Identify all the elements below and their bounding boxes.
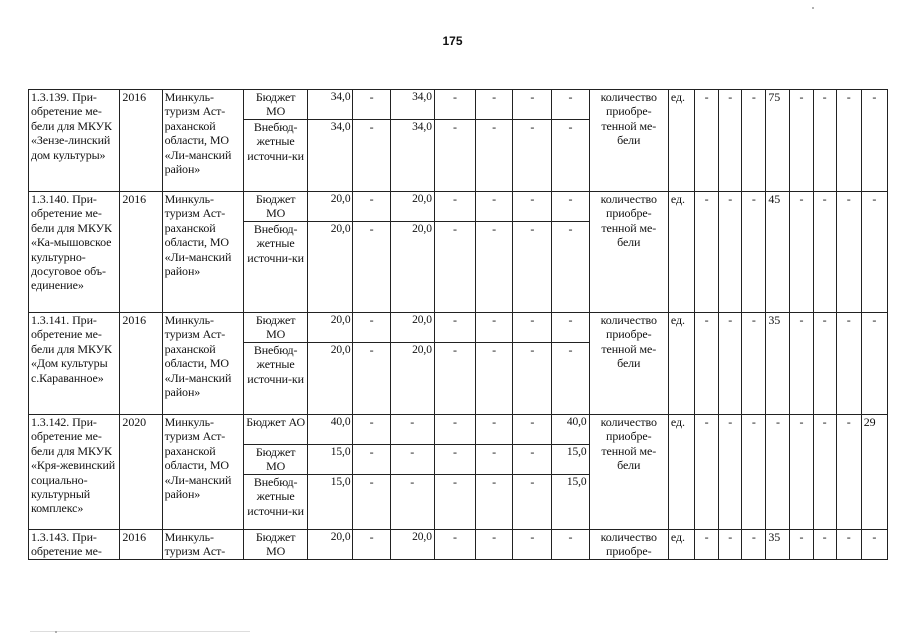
target-value-cell: 45 xyxy=(766,192,790,313)
year-cell: 2016 xyxy=(120,530,162,560)
target-value-cell: - xyxy=(813,530,836,560)
funding-source-cell: Бюджет МО xyxy=(243,313,307,343)
executor-cell: Минкуль-туризм Аст-раханской области, МО «Ли-манский район» xyxy=(162,415,243,530)
amount-cell: - xyxy=(476,90,513,120)
amount-cell: - xyxy=(434,445,475,475)
amount-cell: - xyxy=(353,192,390,222)
target-value-cell: - xyxy=(719,313,742,415)
amount-cell: 20,0 xyxy=(390,192,434,222)
amount-cell: - xyxy=(552,120,589,192)
amount-cell: - xyxy=(552,192,589,222)
amount-cell: - xyxy=(434,415,475,445)
amount-cell: 15,0 xyxy=(308,445,353,475)
measure-name-cell: 1.3.141. При-обретение ме-бели для МКУК «Дом культуры с.Караванное» xyxy=(29,313,120,415)
unit-cell: ед. xyxy=(668,192,694,313)
target-value-cell: - xyxy=(813,415,836,530)
target-value-cell: - xyxy=(813,313,836,415)
target-value-cell: - xyxy=(719,90,742,192)
amount-cell: 40,0 xyxy=(308,415,353,445)
page-number: 175 xyxy=(442,34,463,48)
amount-cell: - xyxy=(353,313,390,343)
amount-cell: - xyxy=(476,192,513,222)
amount-cell: - xyxy=(353,415,390,445)
target-value-cell: - xyxy=(695,90,719,192)
target-value-cell: 75 xyxy=(766,90,790,192)
year-cell: 2020 xyxy=(120,415,162,530)
amount-cell: 15,0 xyxy=(552,475,589,530)
amount-cell: - xyxy=(513,120,552,192)
funding-source-cell: Внебюд-жетные источни-ки xyxy=(243,120,307,192)
target-value-cell: - xyxy=(790,313,813,415)
amount-cell: - xyxy=(476,445,513,475)
target-value-cell: - xyxy=(861,192,887,313)
target-value-cell: 35 xyxy=(766,313,790,415)
amount-cell: - xyxy=(353,90,390,120)
amount-cell: 20,0 xyxy=(308,313,353,343)
amount-cell: - xyxy=(476,313,513,343)
amount-cell: 20,0 xyxy=(308,343,353,415)
target-value-cell: - xyxy=(742,415,766,530)
amount-cell: 20,0 xyxy=(308,192,353,222)
amount-cell: 20,0 xyxy=(390,530,434,560)
target-value-cell: 35 xyxy=(766,530,790,560)
amount-cell: - xyxy=(476,120,513,192)
indicator-cell: количество приобре- xyxy=(589,530,668,560)
target-value-cell: - xyxy=(836,90,861,192)
funding-source-cell: Бюджет АО xyxy=(243,415,307,445)
target-value-cell: - xyxy=(742,313,766,415)
amount-cell: - xyxy=(513,222,552,313)
amount-cell: - xyxy=(552,90,589,120)
amount-cell: 20,0 xyxy=(390,343,434,415)
target-value-cell: - xyxy=(719,530,742,560)
indicator-cell: количество приобре-тенной ме-бели xyxy=(589,90,668,192)
program-measures-table xyxy=(28,89,888,560)
amount-cell: - xyxy=(476,475,513,530)
target-value-cell: - xyxy=(695,313,719,415)
amount-cell: - xyxy=(353,475,390,530)
target-value-cell: - xyxy=(719,415,742,530)
amount-cell: - xyxy=(552,530,589,560)
amount-cell: - xyxy=(513,192,552,222)
table-row xyxy=(29,530,888,560)
target-value-cell: - xyxy=(813,192,836,313)
indicator-cell: количество приобре-тенной ме-бели xyxy=(589,313,668,415)
amount-cell: - xyxy=(353,120,390,192)
target-value-cell: - xyxy=(790,415,813,530)
measure-name-cell: 1.3.139. При-обретение ме-бели для МКУК «Зензе-линский дом культуры» xyxy=(29,90,120,192)
table-row xyxy=(29,192,888,222)
indicator-cell: количество приобре-тенной ме-бели xyxy=(589,415,668,530)
target-value-cell: - xyxy=(836,530,861,560)
executor-cell: Минкуль-туризм Аст- xyxy=(162,530,243,560)
amount-cell: - xyxy=(513,415,552,445)
amount-cell: - xyxy=(513,475,552,530)
unit-cell: ед. xyxy=(668,530,694,560)
target-value-cell: - xyxy=(813,90,836,192)
amount-cell: - xyxy=(353,530,390,560)
amount-cell: - xyxy=(476,530,513,560)
target-value-cell: 29 xyxy=(861,415,887,530)
target-value-cell: - xyxy=(742,90,766,192)
table-row xyxy=(29,313,888,343)
amount-cell: 34,0 xyxy=(308,120,353,192)
target-value-cell: - xyxy=(836,192,861,313)
amount-cell: 15,0 xyxy=(552,445,589,475)
amount-cell: - xyxy=(513,445,552,475)
measure-name-cell: 1.3.143. При-обретение ме- xyxy=(29,530,120,560)
amount-cell: - xyxy=(390,445,434,475)
amount-cell: - xyxy=(434,313,475,343)
amount-cell: - xyxy=(434,120,475,192)
table-row xyxy=(29,90,888,120)
target-value-cell: - xyxy=(719,192,742,313)
amount-cell: - xyxy=(552,343,589,415)
target-value-cell: - xyxy=(861,313,887,415)
scan-artifact-line xyxy=(30,631,250,632)
funding-source-cell: Внебюд-жетные источни-ки xyxy=(243,343,307,415)
target-value-cell: - xyxy=(695,530,719,560)
amount-cell: - xyxy=(476,222,513,313)
amount-cell: 20,0 xyxy=(308,222,353,313)
amount-cell: 34,0 xyxy=(390,120,434,192)
target-value-cell: - xyxy=(766,415,790,530)
amount-cell: - xyxy=(434,90,475,120)
amount-cell: 20,0 xyxy=(308,530,353,560)
year-cell: 2016 xyxy=(120,192,162,313)
unit-cell: ед. xyxy=(668,415,694,530)
amount-cell: 34,0 xyxy=(308,90,353,120)
funding-source-cell: Бюджет МО xyxy=(243,530,307,560)
funding-source-cell: Бюджет МО xyxy=(243,445,307,475)
target-value-cell: - xyxy=(836,415,861,530)
target-value-cell: - xyxy=(742,530,766,560)
amount-cell: - xyxy=(476,415,513,445)
amount-cell: - xyxy=(434,222,475,313)
amount-cell: - xyxy=(353,222,390,313)
measure-name-cell: 1.3.142. При-обретение ме-бели для МКУК «Кря-жевинский социально-культурный комплекс» xyxy=(29,415,120,530)
target-value-cell: - xyxy=(790,530,813,560)
amount-cell: - xyxy=(434,530,475,560)
amount-cell: - xyxy=(434,343,475,415)
amount-cell: - xyxy=(434,192,475,222)
year-cell: 2016 xyxy=(120,90,162,192)
funding-source-cell: Внебюд-жетные источни-ки xyxy=(243,475,307,530)
scan-speck xyxy=(55,631,57,633)
amount-cell: - xyxy=(434,475,475,530)
amount-cell: - xyxy=(513,343,552,415)
funding-source-cell: Внебюд-жетные источни-ки xyxy=(243,222,307,313)
target-value-cell: - xyxy=(790,192,813,313)
target-value-cell: - xyxy=(742,192,766,313)
executor-cell: Минкуль-туризм Аст-раханской области, МО «Ли-манский район» xyxy=(162,313,243,415)
scan-speck xyxy=(812,7,814,9)
amount-cell: 20,0 xyxy=(390,222,434,313)
funding-source-cell: Бюджет МО xyxy=(243,90,307,120)
amount-cell: 40,0 xyxy=(552,415,589,445)
unit-cell: ед. xyxy=(668,313,694,415)
indicator-cell: количество приобре-тенной ме-бели xyxy=(589,192,668,313)
amount-cell: 15,0 xyxy=(308,475,353,530)
funding-source-cell: Бюджет МО xyxy=(243,192,307,222)
unit-cell: ед. xyxy=(668,90,694,192)
target-value-cell: - xyxy=(695,415,719,530)
table-row xyxy=(29,415,888,445)
target-value-cell: - xyxy=(861,90,887,192)
amount-cell: - xyxy=(390,415,434,445)
amount-cell: - xyxy=(513,530,552,560)
year-cell: 2016 xyxy=(120,313,162,415)
measure-name-cell: 1.3.140. При-обретение ме-бели для МКУК «Ка-мышовское культурно-досуговое объ-единение» xyxy=(29,192,120,313)
amount-cell: - xyxy=(513,313,552,343)
target-value-cell: - xyxy=(861,530,887,560)
amount-cell: - xyxy=(353,343,390,415)
amount-cell: - xyxy=(513,90,552,120)
target-value-cell: - xyxy=(695,192,719,313)
target-value-cell: - xyxy=(790,90,813,192)
executor-cell: Минкуль-туризм Аст-раханской области, МО «Ли-манский район» xyxy=(162,192,243,313)
amount-cell: - xyxy=(353,445,390,475)
amount-cell: 34,0 xyxy=(390,90,434,120)
amount-cell: 20,0 xyxy=(390,313,434,343)
amount-cell: - xyxy=(552,313,589,343)
executor-cell: Минкуль-туризм Аст-раханской области, МО «Ли-манский район» xyxy=(162,90,243,192)
target-value-cell: - xyxy=(836,313,861,415)
amount-cell: - xyxy=(390,475,434,530)
amount-cell: - xyxy=(476,343,513,415)
amount-cell: - xyxy=(552,222,589,313)
